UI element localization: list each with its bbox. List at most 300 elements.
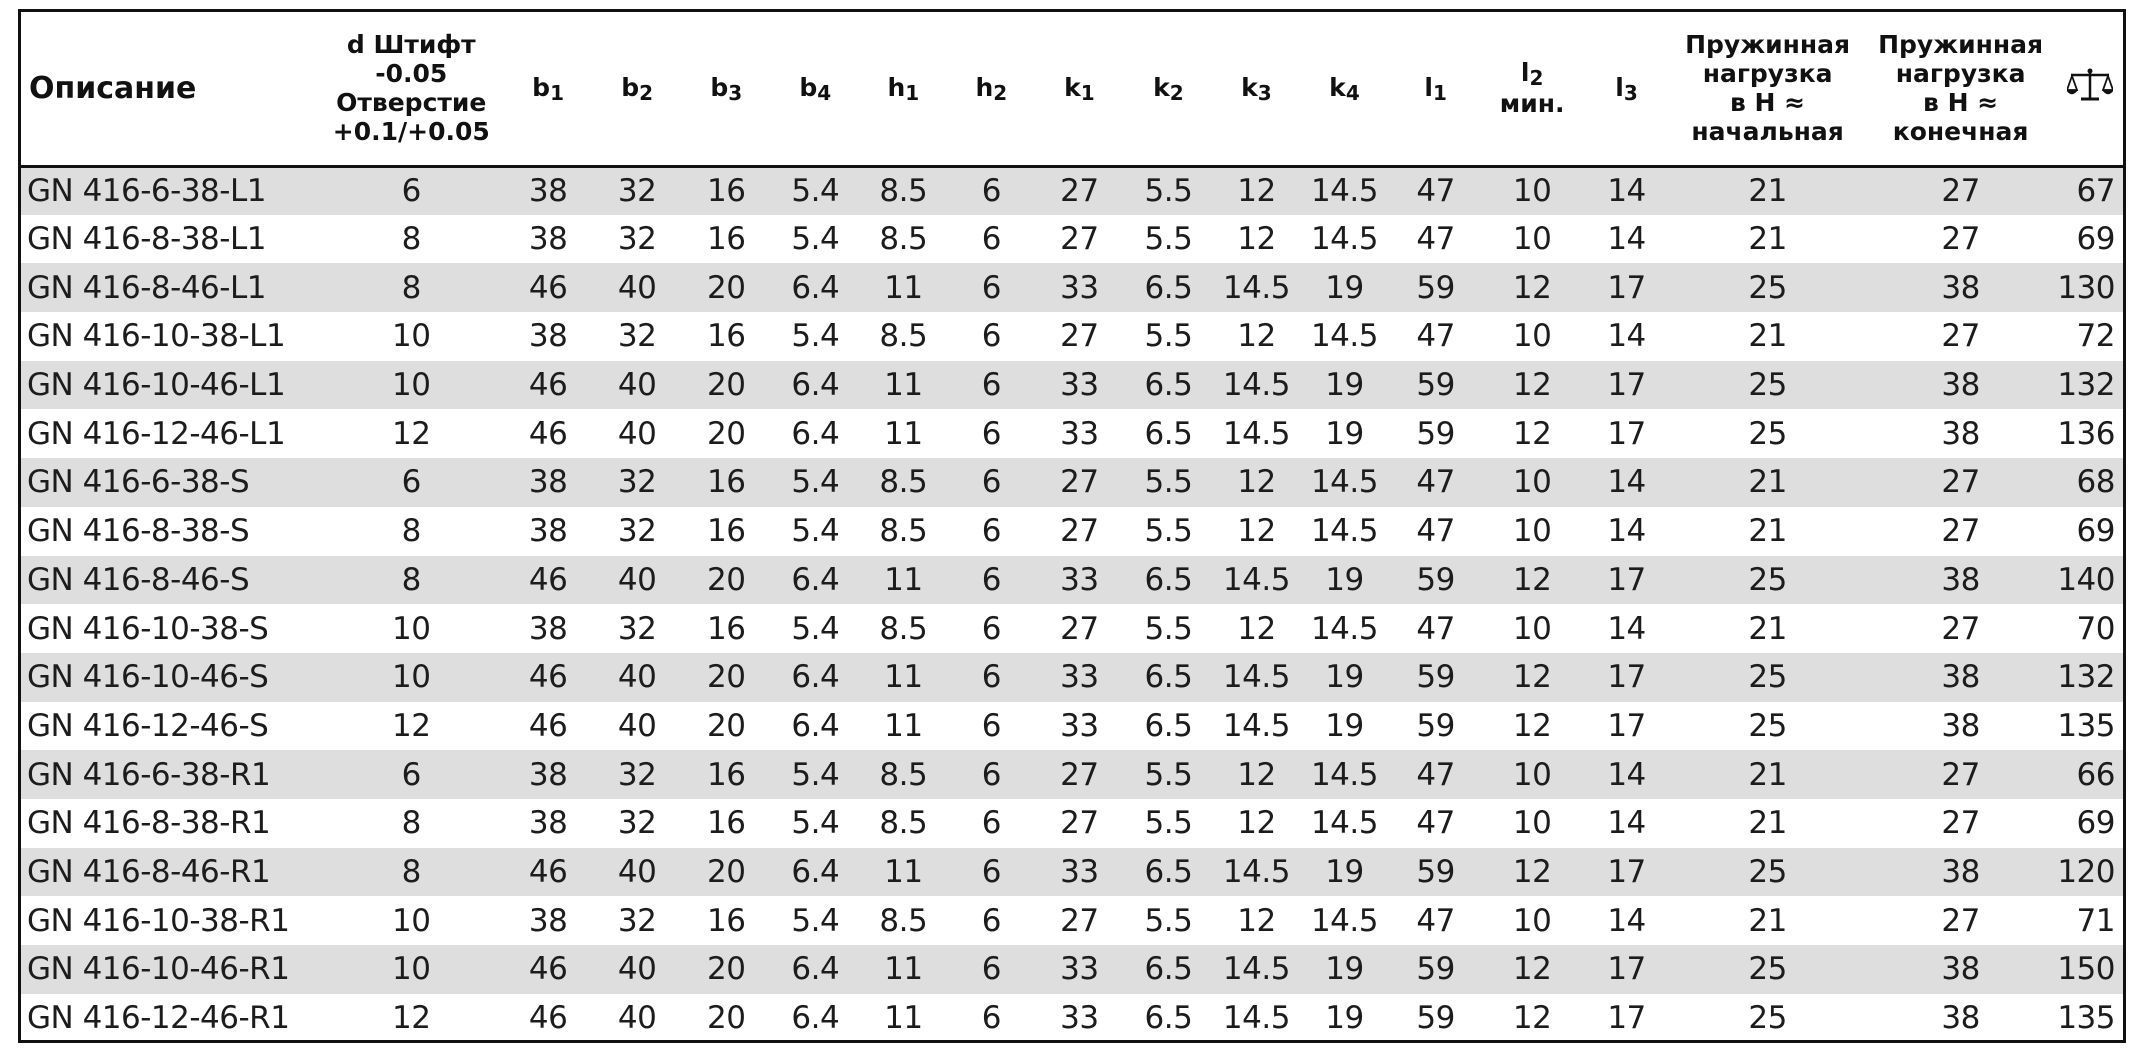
cell-h2: 6 [981,902,1001,939]
cell-k1: 33 [1060,1000,1099,1037]
cell-h2: 6 [981,173,1001,210]
cell-h2: 6 [981,1000,1001,1037]
cell-k1: 33 [1060,853,1099,890]
cell-l1: 59 [1416,269,1455,306]
header-l2-line2: мин. [1499,89,1565,119]
cell-h2: 6 [981,805,1001,842]
cell-k4: 14.5 [1310,756,1378,793]
header-k4-main: k [1329,72,1346,102]
header-b1-main: b [532,72,551,102]
cell-pin-d: 8 [401,221,421,258]
cell-k3: 12 [1237,173,1276,210]
cell-l1: 47 [1416,173,1455,210]
cell-k4: 14.5 [1310,902,1378,939]
cell-spring-initial: 21 [1748,173,1787,210]
cell-b1: 46 [528,951,568,988]
header-l1-sub: 1 [1432,80,1447,105]
cell-k2: 5.5 [1144,610,1193,647]
table-row [21,409,2123,458]
cell-spring-initial: 25 [1748,853,1787,890]
header-b4 [772,12,859,166]
cell-k2: 5.5 [1144,173,1193,210]
cell-b3: 16 [707,610,746,647]
cell-b4: 5.4 [791,221,840,258]
cell-k1: 27 [1060,464,1099,501]
cell-k1: 33 [1060,367,1099,404]
cell-l3: 17 [1607,415,1646,452]
cell-b2: 40 [617,561,657,598]
cell-l2: 12 [1512,853,1552,890]
table-row [21,458,2123,507]
scale-icon [2067,66,2113,104]
table-row [21,507,2123,556]
cell-k1: 33 [1060,659,1099,696]
cell-l3: 17 [1607,367,1646,404]
cell-b4: 6.4 [791,367,840,404]
cell-b2: 32 [617,464,657,501]
cell-weight: 71 [2076,902,2115,939]
header-pin-diameter [320,12,502,166]
cell-k3: 14.5 [1222,269,1290,306]
cell-spring-initial: 21 [1748,756,1787,793]
header-spring-initial-line4: начальная [1691,117,1844,147]
table-row [21,604,2123,653]
cell-spring-initial: 25 [1748,415,1787,452]
cell-k1: 33 [1060,561,1099,598]
cell-b3: 16 [707,805,746,842]
cell-description: GN 416-10-38-L1 [27,318,286,355]
cell-l2: 12 [1512,659,1552,696]
header-spring-final-line1: Пружинная [1878,30,2044,60]
cell-k3: 12 [1237,805,1276,842]
cell-weight: 69 [2076,513,2115,550]
cell-description: GN 416-12-46-R1 [27,1000,290,1037]
cell-l2: 12 [1512,269,1552,306]
header-b3 [681,12,772,166]
cell-h1: 8.5 [879,513,928,550]
cell-spring-initial: 21 [1748,464,1787,501]
header-spring-initial-line2: нагрузка [1702,59,1833,89]
cell-k3: 12 [1237,221,1276,258]
cell-l1: 47 [1416,610,1455,647]
cell-spring-initial: 21 [1748,513,1787,550]
cell-b1: 46 [528,269,568,306]
cell-spring-initial: 21 [1748,805,1787,842]
cell-spring-final: 27 [1941,221,1980,258]
cell-b2: 40 [617,269,657,306]
cell-l2: 12 [1512,1000,1552,1037]
cell-k3: 14.5 [1222,707,1290,744]
cell-spring-final: 38 [1941,415,1980,452]
cell-h1: 8.5 [879,610,928,647]
cell-spring-final: 27 [1941,318,1980,355]
table-row [21,166,2123,215]
cell-k3: 14.5 [1222,367,1290,404]
cell-k4: 19 [1325,951,1364,988]
cell-l3: 14 [1607,902,1646,939]
cell-weight: 67 [2076,173,2115,210]
cell-b2: 40 [617,707,657,744]
cell-l2: 10 [1512,513,1552,550]
cell-l2: 12 [1512,367,1552,404]
cell-b2: 32 [617,610,657,647]
cell-k1: 33 [1060,951,1099,988]
cell-h2: 6 [981,610,1001,647]
cell-l3: 17 [1607,659,1646,696]
cell-weight: 140 [2057,561,2115,598]
spec-table-frame [18,9,2126,1043]
cell-pin-d: 12 [392,1000,431,1037]
cell-description: GN 416-8-38-R1 [27,805,271,842]
cell-l3: 14 [1607,221,1646,258]
cell-pin-d: 10 [392,318,431,355]
cell-pin-d: 8 [401,805,421,842]
cell-spring-initial: 25 [1748,951,1787,988]
cell-h1: 8.5 [879,318,928,355]
table-row [21,750,2123,799]
cell-weight: 132 [2057,659,2115,696]
cell-k3: 12 [1237,464,1276,501]
cell-b2: 40 [617,853,657,890]
cell-k2: 5.5 [1144,756,1193,793]
cell-h1: 8.5 [879,805,928,842]
cell-b2: 40 [617,367,657,404]
cell-k2: 6.5 [1144,853,1193,890]
cell-h1: 8.5 [879,756,928,793]
cell-spring-final: 38 [1941,269,1980,306]
cell-l3: 17 [1607,707,1646,744]
cell-b1: 46 [528,415,568,452]
header-l2-main: l [1520,58,1530,88]
cell-k3: 14.5 [1222,1000,1290,1037]
cell-weight: 72 [2076,318,2115,355]
cell-k3: 12 [1237,318,1276,355]
cell-spring-final: 38 [1941,707,1980,744]
header-spring-initial-line3: в Н ≈ [1730,88,1806,118]
cell-spring-initial: 25 [1748,561,1787,598]
header-k4-sub: 4 [1345,80,1360,105]
cell-h2: 6 [981,561,1001,598]
cell-pin-d: 10 [392,367,431,404]
cell-spring-final: 38 [1941,853,1980,890]
cell-k2: 5.5 [1144,902,1193,939]
cell-b2: 32 [617,756,657,793]
cell-k1: 27 [1060,221,1099,258]
cell-l3: 14 [1607,464,1646,501]
cell-l2: 10 [1512,902,1552,939]
cell-k4: 19 [1325,1000,1364,1037]
header-b4-sub: 4 [817,80,832,105]
cell-spring-initial: 21 [1748,902,1787,939]
cell-pin-d: 6 [401,173,421,210]
cell-description: GN 416-10-46-R1 [27,951,290,988]
cell-b4: 5.4 [791,902,840,939]
cell-pin-d: 12 [392,415,431,452]
spec-table [21,12,2123,1042]
cell-l1: 47 [1416,318,1455,355]
cell-spring-final: 27 [1941,513,1980,550]
cell-l2: 12 [1512,415,1552,452]
cell-b2: 32 [617,902,657,939]
table-row [21,799,2123,848]
cell-description: GN 416-6-38-L1 [27,173,266,210]
cell-h1: 11 [884,561,923,598]
cell-b4: 5.4 [791,513,840,550]
cell-spring-final: 27 [1941,902,1980,939]
cell-description: GN 416-10-46-L1 [27,367,286,404]
cell-k3: 12 [1237,513,1276,550]
cell-l3: 17 [1607,561,1646,598]
header-b1-sub: 1 [550,80,564,105]
cell-k4: 14.5 [1310,610,1378,647]
cell-b3: 20 [707,659,746,696]
cell-b1: 46 [528,659,568,696]
header-pin-line3: +0.1/+0.05 [332,117,490,147]
cell-h1: 11 [884,853,923,890]
header-l2-line1 [1482,58,1582,89]
cell-b3: 16 [707,756,746,793]
cell-k1: 33 [1060,707,1099,744]
cell-l1: 59 [1416,659,1455,696]
header-spring-final-line3: в Н ≈ [1923,88,1999,118]
cell-k4: 14.5 [1310,173,1378,210]
cell-k2: 5.5 [1144,318,1193,355]
cell-h2: 6 [981,951,1001,988]
cell-pin-d: 8 [401,269,421,306]
cell-k1: 27 [1060,610,1099,647]
header-k3 [1213,12,1300,166]
cell-spring-final: 27 [1941,610,1980,647]
cell-pin-d: 6 [401,464,421,501]
cell-l2: 12 [1512,561,1552,598]
header-spring-final-line4: конечная [1892,117,2029,147]
header-b2-sub: 2 [639,80,654,105]
cell-weight: 69 [2076,805,2115,842]
cell-l1: 59 [1416,853,1455,890]
cell-h2: 6 [981,221,1001,258]
cell-l3: 14 [1607,173,1646,210]
header-l2-sub: 2 [1529,66,1544,91]
cell-l1: 59 [1416,1000,1455,1037]
cell-k4: 19 [1325,415,1364,452]
cell-l3: 14 [1607,318,1646,355]
cell-b3: 20 [707,367,746,404]
header-spring-final-line2: нагрузка [1895,59,2026,89]
cell-b3: 16 [707,902,746,939]
header-spring-initial [1671,12,1864,166]
cell-spring-initial: 25 [1748,367,1787,404]
cell-l2: 10 [1512,610,1552,647]
cell-b2: 32 [617,805,657,842]
cell-l2: 10 [1512,805,1552,842]
cell-l1: 59 [1416,367,1455,404]
cell-k4: 19 [1325,659,1364,696]
header-pin-line2: Отверстие [336,88,487,118]
cell-description: GN 416-8-38-L1 [27,221,266,258]
header-h2 [948,12,1035,166]
cell-h2: 6 [981,707,1001,744]
cell-b1: 38 [528,513,568,550]
cell-b1: 38 [528,464,568,501]
cell-description: GN 416-8-46-L1 [27,269,266,306]
cell-l2: 10 [1512,464,1552,501]
cell-h2: 6 [981,513,1001,550]
cell-h1: 8.5 [879,173,928,210]
cell-spring-final: 27 [1941,464,1980,501]
table-row [21,361,2123,410]
table-row [21,896,2123,945]
cell-b3: 20 [707,853,746,890]
cell-k3: 12 [1237,756,1276,793]
table-row [21,702,2123,751]
cell-spring-initial: 21 [1748,221,1787,258]
cell-b1: 46 [528,561,568,598]
cell-b2: 40 [617,415,657,452]
header-k2-sub: 2 [1169,80,1184,105]
header-b2-main: b [621,72,640,102]
cell-b1: 38 [528,756,568,793]
cell-l2: 10 [1512,756,1552,793]
header-weight [2057,12,2123,166]
header-b3-main: b [710,72,729,102]
cell-k2: 6.5 [1144,415,1193,452]
cell-l1: 47 [1416,221,1455,258]
table-row [21,263,2123,312]
cell-spring-final: 27 [1941,173,1980,210]
header-k4 [1300,12,1389,166]
cell-k4: 19 [1325,561,1364,598]
cell-k4: 14.5 [1310,513,1378,550]
cell-b2: 32 [617,318,657,355]
cell-pin-d: 8 [401,561,421,598]
header-k3-main: k [1241,72,1258,102]
cell-k1: 27 [1060,756,1099,793]
cell-k4: 14.5 [1310,805,1378,842]
cell-k2: 6.5 [1144,561,1193,598]
cell-l1: 59 [1416,951,1455,988]
table-row [21,945,2123,994]
cell-k1: 27 [1060,805,1099,842]
cell-b2: 32 [617,221,657,258]
cell-spring-final: 38 [1941,659,1980,696]
header-b1 [502,12,593,166]
cell-b4: 5.4 [791,805,840,842]
cell-b1: 38 [528,805,568,842]
cell-l1: 59 [1416,415,1455,452]
cell-spring-initial: 21 [1748,318,1787,355]
cell-k4: 14.5 [1310,221,1378,258]
cell-k2: 5.5 [1144,221,1193,258]
cell-l1: 47 [1416,464,1455,501]
cell-spring-initial: 21 [1748,610,1787,647]
cell-k2: 6.5 [1144,269,1193,306]
cell-b3: 16 [707,173,746,210]
cell-k2: 6.5 [1144,659,1193,696]
cell-pin-d: 10 [392,610,431,647]
cell-b1: 46 [528,367,568,404]
cell-b2: 40 [617,1000,657,1037]
cell-b1: 38 [528,610,568,647]
cell-k2: 6.5 [1144,1000,1193,1037]
header-h1-sub: 1 [905,80,920,105]
cell-b2: 40 [617,951,657,988]
header-k2 [1124,12,1213,166]
cell-b4: 5.4 [791,610,840,647]
cell-b4: 6.4 [791,415,840,452]
cell-pin-d: 6 [401,756,421,793]
cell-k3: 14.5 [1222,561,1290,598]
header-spring-initial-line1: Пружинная [1685,30,1851,60]
cell-b4: 6.4 [791,1000,840,1037]
cell-b3: 20 [707,415,746,452]
header-h1 [859,12,948,166]
header-k2-main: k [1153,72,1170,102]
cell-b2: 32 [617,173,657,210]
cell-pin-d: 10 [392,659,431,696]
cell-b2: 40 [617,659,657,696]
cell-b2: 32 [617,513,657,550]
cell-b3: 16 [707,221,746,258]
cell-l3: 14 [1607,610,1646,647]
header-l1 [1389,12,1482,166]
cell-weight: 66 [2076,756,2115,793]
cell-pin-d: 8 [401,513,421,550]
cell-h2: 6 [981,318,1001,355]
cell-b3: 16 [707,513,746,550]
cell-b4: 5.4 [791,464,840,501]
cell-k2: 6.5 [1144,707,1193,744]
cell-l3: 17 [1607,853,1646,890]
header-h2-sub: 2 [993,80,1008,105]
cell-b1: 38 [528,173,568,210]
cell-h2: 6 [981,464,1001,501]
cell-h1: 11 [884,659,923,696]
cell-l2: 12 [1512,951,1552,988]
cell-k1: 27 [1060,513,1099,550]
cell-description: GN 416-6-38-S [27,464,250,501]
cell-k3: 14.5 [1222,951,1290,988]
cell-k1: 33 [1060,415,1099,452]
cell-k4: 14.5 [1310,318,1378,355]
cell-description: GN 416-10-46-S [27,659,269,696]
cell-h1: 8.5 [879,464,928,501]
cell-description: GN 416-10-38-R1 [27,902,290,939]
cell-b3: 20 [707,707,746,744]
cell-description: GN 416-12-46-L1 [27,415,286,452]
cell-description: GN 416-8-38-S [27,513,250,550]
cell-k3: 14.5 [1222,853,1290,890]
cell-k3: 12 [1237,610,1276,647]
cell-k1: 27 [1060,173,1099,210]
cell-k4: 19 [1325,853,1364,890]
cell-l3: 14 [1607,756,1646,793]
cell-pin-d: 12 [392,707,431,744]
cell-k2: 5.5 [1144,513,1193,550]
cell-b3: 20 [707,1000,746,1037]
cell-description: GN 416-6-38-R1 [27,756,271,793]
header-k1 [1035,12,1124,166]
table-row [21,312,2123,361]
cell-l3: 17 [1607,951,1646,988]
cell-pin-d: 10 [392,951,431,988]
cell-b1: 46 [528,1000,568,1037]
cell-h1: 8.5 [879,221,928,258]
cell-b3: 16 [707,318,746,355]
header-l1-main: l [1424,72,1433,102]
cell-spring-final: 38 [1941,561,1980,598]
cell-h2: 6 [981,415,1001,452]
cell-spring-final: 38 [1941,1000,1980,1037]
